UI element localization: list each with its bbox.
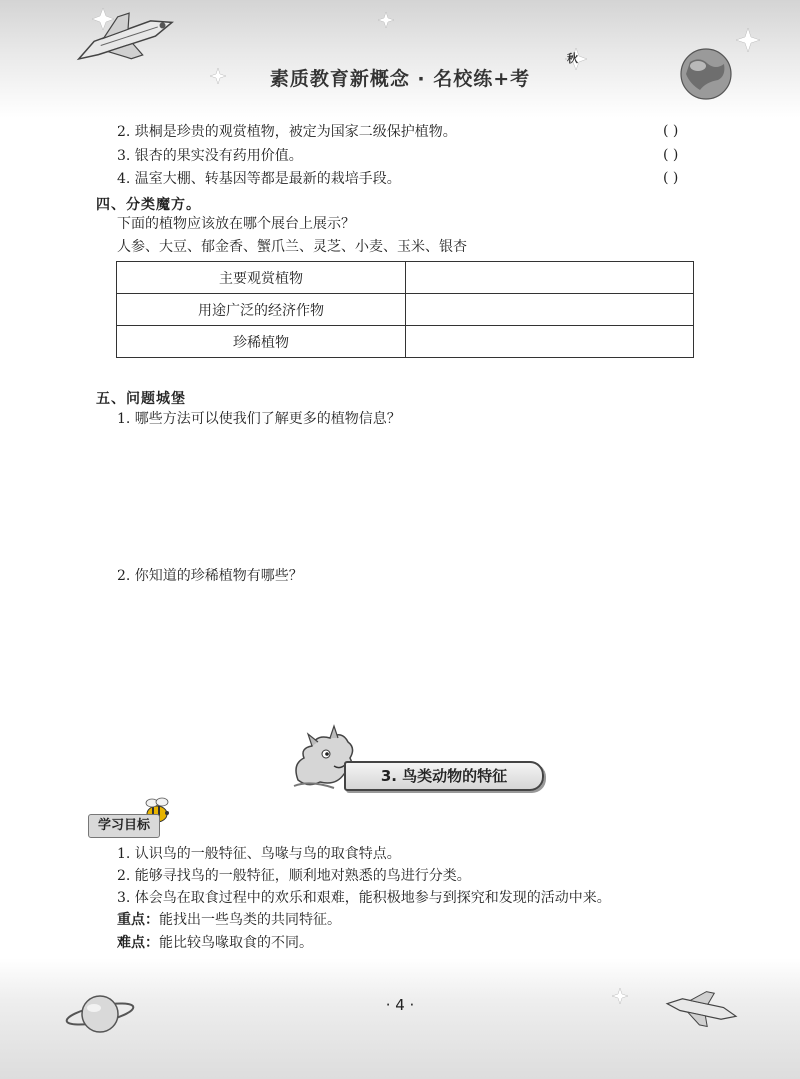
question-1: 1. 哪些方法可以使我们了解更多的植物信息？: [117, 411, 401, 427]
key-point: [117, 910, 341, 930]
difficulty-text: 能比较鸟喙取食的不同。: [159, 935, 313, 951]
answer-blank-3: ( ): [663, 147, 679, 163]
table-label-ornamental: 主要观赏植物: [117, 262, 406, 294]
season-label: 秋: [567, 52, 578, 65]
table-row: [117, 326, 694, 358]
plant-list: 人参、大豆、郁金香、蟹爪兰、灵芝、小麦、玉米、银杏: [117, 239, 467, 255]
question-2: 2. 你知道的珍稀植物有哪些？: [117, 568, 303, 584]
difficulty-point: [117, 933, 313, 953]
header-title: 素质教育新概念 · 名校练+考: [269, 68, 531, 90]
classification-table: [116, 261, 694, 358]
page-number: · 4 ·: [385, 996, 415, 1014]
footer-decoration: [0, 958, 800, 1079]
judgment-item-3: 3. 银杏的果实没有药用价值。: [117, 148, 303, 164]
lesson-title-banner: 3. 鸟类动物的特征: [344, 761, 544, 791]
section-4-title: 四、分类魔方。: [96, 197, 201, 213]
section-5-title: 五、问题城堡: [96, 391, 186, 407]
star-icon: [736, 28, 760, 52]
learning-goal-badge: 学习目标: [88, 814, 160, 838]
section-4-prompt: 下面的植物应该放在哪个展台上展示？: [117, 216, 355, 232]
table-answer-cell[interactable]: [406, 294, 694, 326]
goal-item-2: 2. 能够寻找鸟的一般特征，顺利地对熟悉的鸟进行分类。: [117, 868, 471, 884]
star-icon: [378, 12, 394, 28]
judgment-item-2: 2. 珙桐是珍贵的观赏植物，被定为国家二级保护植物。: [117, 124, 457, 140]
answer-blank-4: ( ): [663, 170, 679, 186]
table-label-economic: 用途广泛的经济作物: [117, 294, 406, 326]
answer-blank-2: ( ): [663, 123, 679, 139]
table-answer-cell[interactable]: [406, 326, 694, 358]
judgment-item-4: 4. 温室大棚、转基因等都是最新的栽培手段。: [117, 171, 401, 187]
goal-item-1: 1. 认识鸟的一般特征、鸟喙与鸟的取食特点。: [117, 846, 401, 862]
table-row: [117, 294, 694, 326]
goal-item-3: 3. 体会鸟在取食过程中的欢乐和艰难，能积极地参与到探究和发现的活动中来。: [117, 890, 611, 906]
header-decoration: [0, 0, 800, 118]
table-label-rare: 珍稀植物: [117, 326, 406, 358]
key-point-text: 能找出一些鸟类的共同特征。: [159, 912, 341, 928]
table-row: [117, 262, 694, 294]
key-point-label: 重点：: [117, 912, 159, 928]
difficulty-label: 难点：: [117, 935, 159, 951]
table-answer-cell[interactable]: [406, 262, 694, 294]
